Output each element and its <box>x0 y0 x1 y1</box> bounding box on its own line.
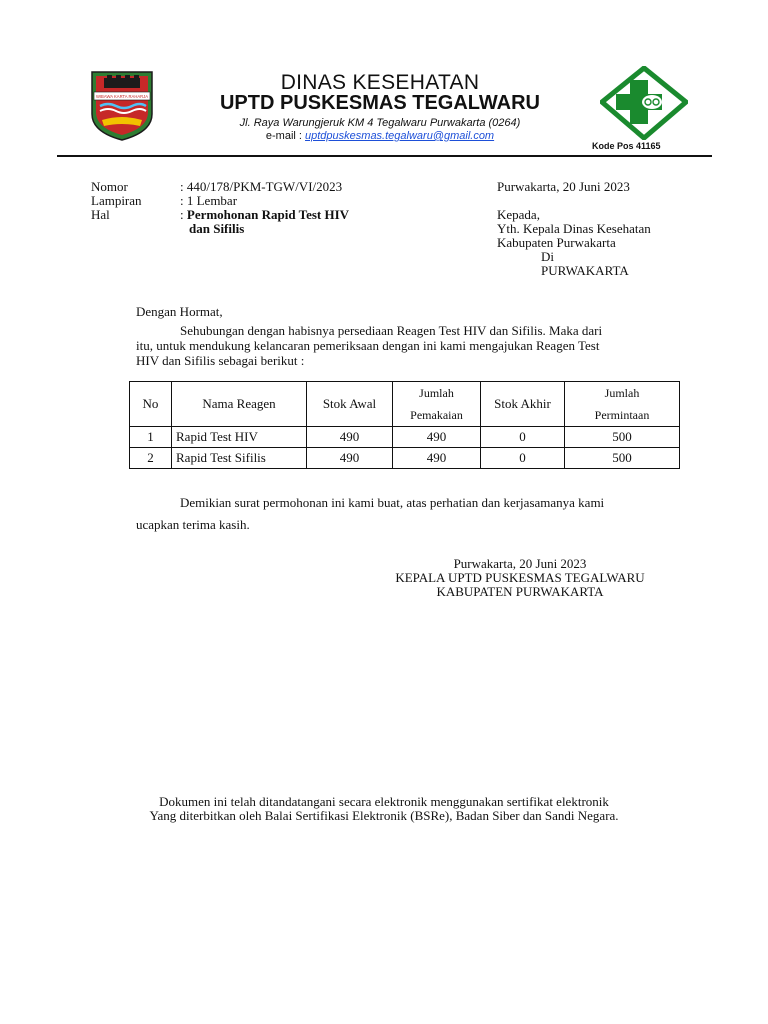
number-value: : 440/178/PKM-TGW/VI/2023 <box>180 179 343 194</box>
cell-usage: 490 <box>393 448 481 469</box>
emblem-motto: WIBAWA KARTA RAHARJA <box>95 94 149 99</box>
paragraph-1-line-3: HIV dan Sifilis sebagai berikut : <box>136 353 305 368</box>
cell-request: 500 <box>565 427 680 448</box>
cell-start-stock: 490 <box>307 448 393 469</box>
subject-prefix: : <box>180 207 184 222</box>
recipient-line-1: Yth. Kepala Dinas Kesehatan <box>497 221 651 236</box>
recipient-line-2: Kabupaten Purwakarta <box>497 235 616 250</box>
number-label: Nomor <box>91 179 128 194</box>
signature-title: KEPALA UPTD PUSKESMAS TEGALWARU <box>395 570 645 585</box>
cell-name: Rapid Test Sifilis <box>172 448 307 469</box>
header-usage-line-1: Jumlah <box>419 386 454 400</box>
header-divider <box>57 155 712 157</box>
header-request-line-1: Jumlah <box>604 386 640 400</box>
cell-request: 500 <box>565 448 680 469</box>
regency-emblem-logo <box>86 68 158 142</box>
footer-line-1: Dokumen ini telah ditandatangani secara elektronik menggunakan sertifikat elektronik <box>159 794 609 809</box>
header-name: Nama Reagen <box>172 382 307 427</box>
cell-no: 2 <box>130 448 172 469</box>
attachment-label: Lampiran <box>91 193 142 208</box>
cell-no: 1 <box>130 427 172 448</box>
postal-code: Kode Pos 41165 <box>592 141 661 151</box>
letter-date: Purwakarta, 20 Juni 2023 <box>497 179 630 194</box>
subject-value <box>180 208 349 222</box>
signature-date: Purwakarta, 20 Juni 2023 <box>453 556 587 571</box>
header-end-stock: Stok Akhir <box>481 382 565 427</box>
footer-line-2: Yang diterbitkan oleh Balai Sertifikasi Elektronik (BSRe), Badan Siber dan Sandi Negara. <box>149 808 619 823</box>
recipient-line-3: Di <box>541 249 554 264</box>
attachment-value: : 1 Lembar <box>180 193 238 208</box>
subject-line-2: dan Sifilis <box>189 221 245 236</box>
paragraph-1-line-2: itu, untuk mendukung kelancaran pemeriksaan dengan ini kami mengajukan Reagen Test <box>136 338 600 353</box>
paragraph-1-line-1: Sehubungan dengan habisnya persediaan Reagen Test HIV dan Sifilis. Maka dari <box>180 323 603 338</box>
cell-usage: 490 <box>393 427 481 448</box>
closing-line-1: Demikian surat permohonan ini kami buat, atas perhatian dan kerjasamanya kami <box>180 495 605 510</box>
puskesmas-logo <box>600 66 688 140</box>
table-row <box>130 448 680 469</box>
header-usage <box>393 382 481 427</box>
header-request-line-2: Permintaan <box>594 408 650 422</box>
office-address: Jl. Raya Warungjeruk KM 4 Tegalwaru Purwakarta (0264) <box>239 117 521 129</box>
signature-regency: KABUPATEN PURWAKARTA <box>436 584 604 599</box>
recipient-to: Kepada, <box>497 207 540 222</box>
greeting: Dengan Hormat, <box>136 304 223 319</box>
email-label: e-mail : <box>265 130 302 142</box>
recipient-line-4: PURWAKARTA <box>541 263 629 278</box>
office-email-line <box>170 130 590 142</box>
cell-end-stock: 0 <box>481 448 565 469</box>
table-row <box>130 427 680 448</box>
header-request <box>565 382 680 427</box>
header-usage-line-2: Pemakaian <box>410 408 463 422</box>
table-header-row <box>130 382 680 427</box>
cell-end-stock: 0 <box>481 427 565 448</box>
office-name: UPTD PUSKESMAS TEGALWARU <box>219 92 541 114</box>
email-link[interactable]: uptdpuskesmas.tegalwaru@gmail.com <box>305 130 495 142</box>
reagent-table <box>129 381 680 469</box>
agency-name: DINAS KESEHATAN <box>280 71 480 94</box>
subject-label: Hal <box>91 207 110 222</box>
closing-line-2: ucapkan terima kasih. <box>136 517 250 532</box>
header-no: No <box>130 382 172 427</box>
header-start-stock: Stok Awal <box>307 382 393 427</box>
subject-line-1: Permohonan Rapid Test HIV <box>186 207 350 222</box>
cell-start-stock: 490 <box>307 427 393 448</box>
cell-name: Rapid Test HIV <box>172 427 307 448</box>
